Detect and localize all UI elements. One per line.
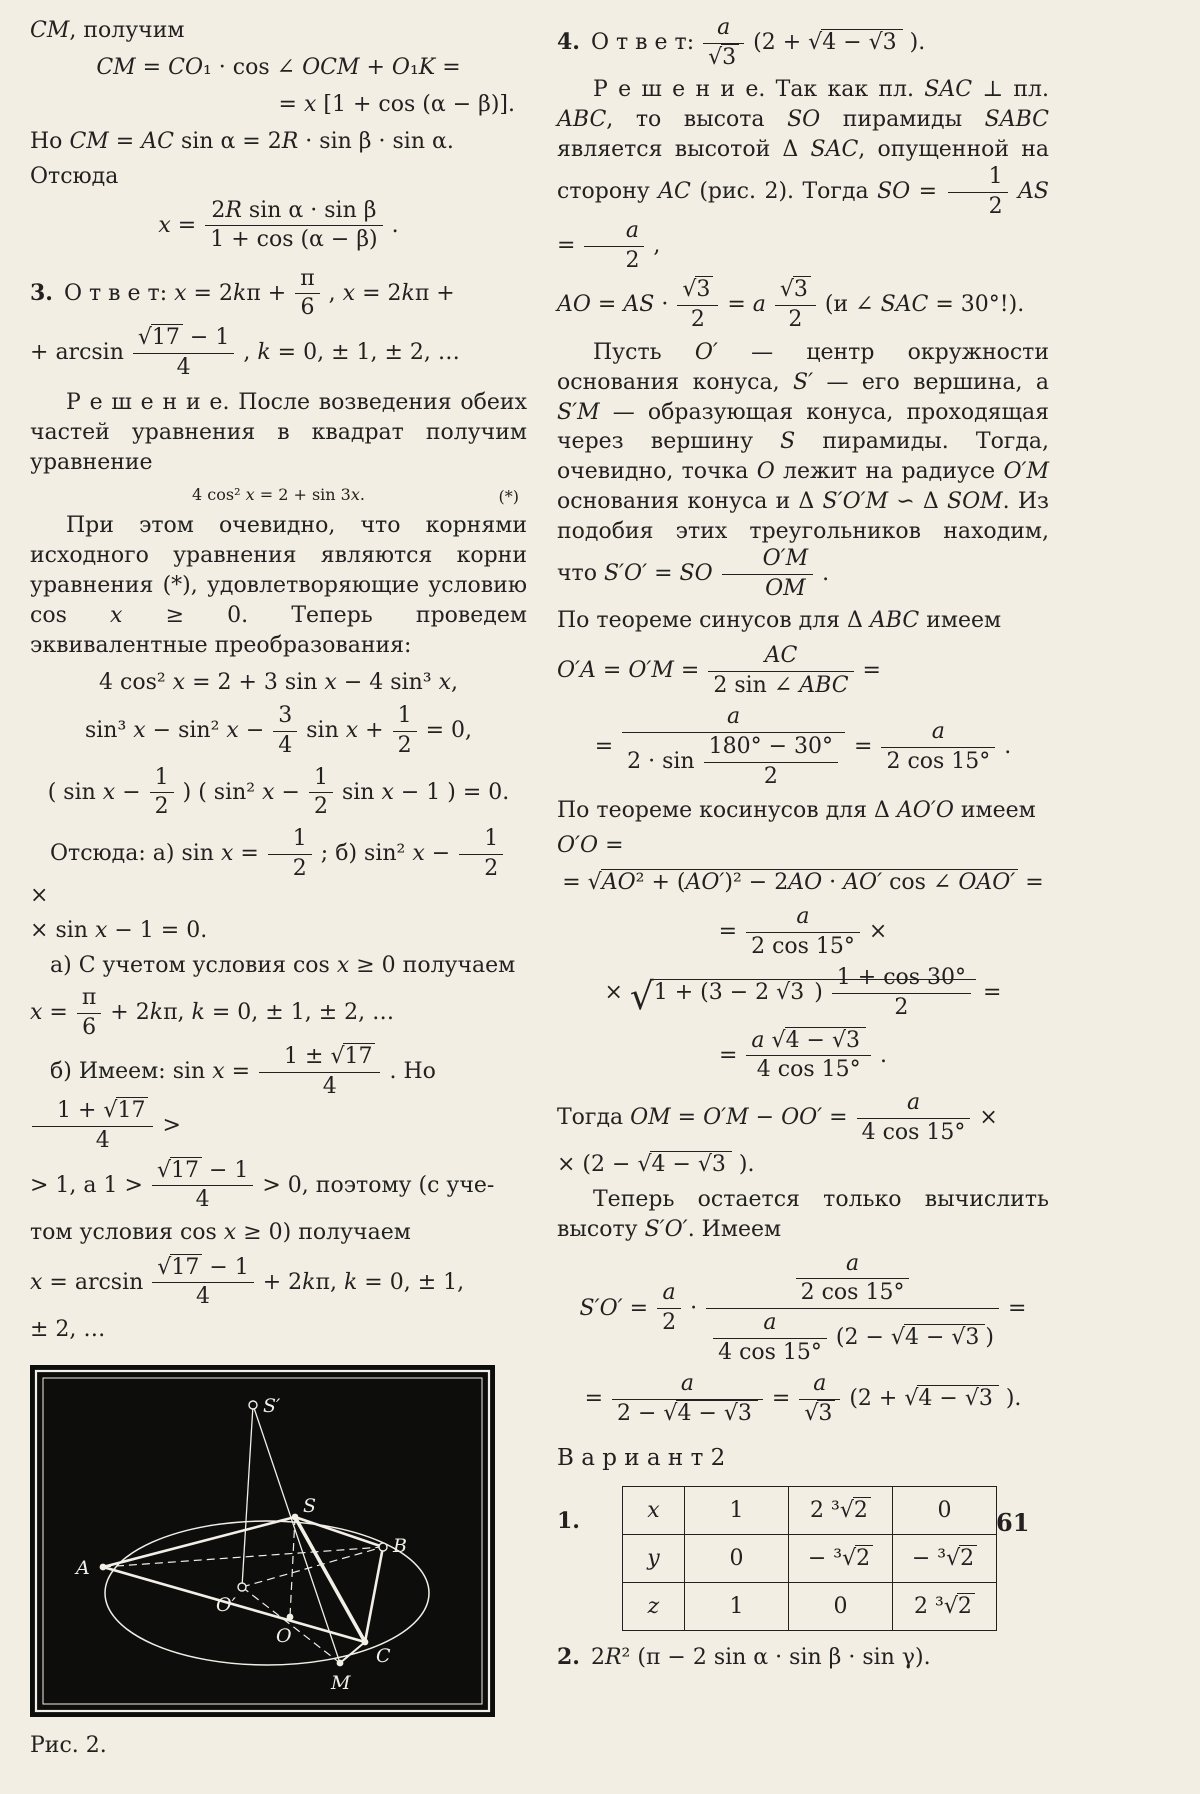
case-a-line1: а) С учетом условия cos x ≥ 0 получаем [50, 953, 516, 978]
point-o [287, 1614, 294, 1621]
equation-om-line2: × (2 − √ 4 − √ 3 ). [557, 1150, 1049, 1180]
table-cell: 0 [788, 1582, 892, 1630]
equation-chain-1: 4 cos² x = 2 + 3 sin x − 4 sin³ x, [99, 669, 458, 695]
sine-theorem-text: По теореме синусов для Δ ABC имеем [557, 608, 1002, 634]
label-c: C [376, 1644, 391, 1667]
equation-star-row [30, 485, 527, 504]
table-cell: x [622, 1486, 684, 1534]
table-cell: − ³√ 2 [892, 1534, 996, 1582]
point-o-prime [238, 1583, 246, 1591]
equation-oo-line4: = $\frac{a √ 4 - √ 3}{4 \cos 15^\circ}$ . [557, 1029, 1049, 1083]
equation-oo-line2: = $\frac{a}{2 \cos 15^\circ}$ × [718, 904, 888, 959]
equation-star: 4 cos² x = 2 + sin 3x. [192, 485, 365, 504]
label-b: B [393, 1534, 407, 1557]
case-b-line1: б) Имеем: sin x = $\frac{1 \pm √ 17}{4}$ . Но $\frac{1 + √ 17}{4}$ > [30, 1045, 527, 1154]
point-m [337, 1660, 344, 1667]
equation-oo-line3: × √ 1 + (3 − 2 √ 3 ) $\frac{1 + \cos 30^\circ}{2}$ = [557, 966, 1049, 1021]
figure-2 [30, 1365, 527, 1758]
point-s [292, 1514, 299, 1521]
table-cell: 1 [684, 1486, 788, 1534]
case-b-line2: > 1, а 1 > √ $\frac{17 - 1}{4}$ > 0, поэтому (с уче- [30, 1159, 527, 1213]
equation-oa-line1: O′A = O′M = $\frac{AC}{\text{2 sin ∠ ABC}}$ = [557, 643, 881, 698]
label-s: S [303, 1494, 317, 1517]
paragraph-now-compute: Теперь остается только вычислить высоту S′O′. Имеем [557, 1187, 1049, 1242]
equation-final-line2: ± 2, … [30, 1317, 106, 1343]
table-cell: 0 [892, 1486, 996, 1534]
variant2-item2 [557, 1643, 1049, 1673]
answer-4-math: a √ 3 (2 + √ 4 − √ 3 ). [701, 30, 925, 55]
table-cell: y [622, 1534, 684, 1582]
case-a-line2: x = $\frac{\pi}{6}$ + 2kπ, k = 0, ± 1, ± 2, … [30, 984, 395, 1040]
cosine-theorem-text: По теореме косинусов для Δ AO′O имеем [557, 798, 1036, 824]
point-a [100, 1564, 107, 1571]
equation-star-tag: (*) [498, 487, 519, 506]
equation-oa-line2: = a 2 · sin $\frac{180^\circ - 30^\circ}{2}$ = $\frac{a}{2 \cos 15^\circ}$ . [594, 704, 1012, 789]
variant2-item1 [557, 1482, 1049, 1643]
figure-caption: Рис. 2. [30, 1732, 107, 1758]
item-number-1: 1. [557, 1507, 580, 1534]
cone-pyramid-diagram [30, 1365, 495, 1717]
equation-x-fraction: x = $\frac{\text{2R sin α · sin β}}{1 + \cos (\alpha - \beta)}$ . [158, 197, 399, 253]
point-s-prime [249, 1401, 257, 1409]
table-cell: 2 ³√ 2 [892, 1582, 996, 1630]
equation-oo-line0: O′O = [557, 833, 624, 859]
column-left [30, 16, 527, 1758]
equation-ao: AO = AS · √ $\frac{3}{2}$ = a √ $\frac{3}{2}$ (и ∠ SAC = 30°!). [557, 278, 1049, 332]
equation-cm-line2: = x [1 + cos (α − β)]. [278, 91, 515, 117]
item-number-2: 2. [557, 1643, 580, 1670]
equation-final-line1: x = arcsin √ $\frac{17 - 1}{4}$ + 2kπ, k = 0, ± 1, [30, 1256, 527, 1310]
answer-3-line1 [30, 267, 527, 321]
variant2-answer-table [622, 1486, 997, 1631]
solution-4-paragraph2: Пусть O′ — центр окружности основания конуса, S′ — его вершина, а S′M — образующая конуса, проходящая через вершину S пирамиды. Тогда, очевидно, точка O лежит на радиусе O′M основания конуса и Δ S′O′M ∽ Δ SOM. Из подобия этих треугольников находим, что S′O′ = SO $\frac{O'M}{OM}$ . [557, 339, 1050, 601]
table-cell: 2 ³√ 2 [788, 1486, 892, 1534]
equation-oo-line1: = √ AO² + (AO′)² − 2AO · AO′ cos ∠ OAO′ = [557, 868, 1049, 898]
item-number-4: 4. [557, 29, 580, 56]
table-cell: 1 [684, 1582, 788, 1630]
equation-s-prime-o-prime-line1: S′O′ = $\frac{a}{2}$ · $\frac{a}{2 \cos 15^\circ}$ $\frac{a}{4 \cos 15^\circ}$ (2 − √ 4 − √ 3 ) = [557, 1252, 1049, 1366]
answer-3-math1: x = 2kπ + $\frac{\pi}{6}$ , x = 2kπ + [174, 265, 455, 321]
paragraph-no-cm: Но CM = AC sin α = 2R · sin β · sin α. [30, 128, 454, 154]
column-right [557, 16, 1049, 1678]
point-b [379, 1543, 387, 1551]
table-cell: − ³√ 2 [788, 1534, 892, 1582]
table-cell: z [622, 1582, 684, 1630]
equation-s-prime-o-prime-line2: = $\frac{a}{2 - √ 4 - √ 3}$ = a √ 3 (2 + √ 4 − √ 3 ). [557, 1372, 1049, 1426]
equation-cm-line1: CM = CO₁ · cos ∠ OCM + O₁K = [96, 54, 461, 80]
page-number: 61 [996, 1508, 1030, 1537]
solution-3-paragraph1: Р е ш е н и е. После возведения обеих частей уравнения в квадрат получим уравнение [30, 390, 527, 476]
point-c [362, 1639, 369, 1646]
equation-chain-2: sin³ x − sin² x − $\frac{3}{4}$ sin x + $\frac{1}{2}$ = 0, [84, 703, 473, 759]
solution-3-paragraph2: При этом очевидно, что корнями исходного уравнения являются корни уравнения (*), удовлетворяющие условию cos x ≥ 0. Теперь проведем эквивалентные преобразования: [30, 513, 527, 658]
paragraph-cm-continuation: CM, получим [30, 18, 185, 43]
answer-4-line [557, 16, 1049, 70]
case-b-line3: том условия cos x ≥ 0) получаем [30, 1219, 411, 1245]
table-cell: 0 [684, 1534, 788, 1582]
answer-label: О т в е т: [63, 280, 168, 306]
label-a: A [76, 1556, 90, 1579]
answer-3-line2: + arcsin √ $\frac{17 - 1}{4}$ , k = 0, ± 1, ± 2, … [30, 326, 527, 380]
label-o: O [276, 1624, 292, 1647]
table-row-z [622, 1582, 996, 1630]
label-s-prime: S′ [263, 1394, 281, 1417]
label-o-prime: O′ [216, 1593, 236, 1616]
table-row-y [622, 1534, 996, 1582]
paragraph-otsyuda: Отсюда [30, 163, 119, 189]
variant-2-heading: В а р и а н т 2 [557, 1444, 726, 1471]
solution-4-paragraph1: Р е ш е н и е. Так как пл. SAC ⊥ пл. ABC, то высота SO пирамиды SABC является высотой Δ SAC, опущенной на сторону AC (рис. 2). Тогда SO = $\frac{1}{2}$ AS = $\frac{a}{2}$ , [557, 77, 1049, 273]
paragraph-cases-line2: × sin x − 1 = 0. [30, 918, 208, 944]
label-m: M [331, 1671, 351, 1694]
table-row-x [622, 1486, 996, 1534]
equation-om-line1: Тогда OM = O′M − OO′ = $\frac{a}{4 \cos 15^\circ}$ × [557, 1089, 998, 1145]
item2-math: 2R² (π − 2 sin α · sin β · sin γ). [590, 1644, 931, 1670]
figure-background [30, 1365, 495, 1717]
answer-label: О т в е т: [590, 30, 695, 56]
equation-chain-3: ( sin x − $\frac{1}{2}$ ) ( sin² x − $\frac{1}{2}$ sin x − 1 ) = 0. [47, 764, 510, 820]
paragraph-cases-line1: Отсюда: а) sin x = $\frac{1}{2}$ ; б) sin² x − $\frac{1}{2}$ × [30, 827, 527, 911]
item-number-3: 3. [30, 279, 53, 306]
